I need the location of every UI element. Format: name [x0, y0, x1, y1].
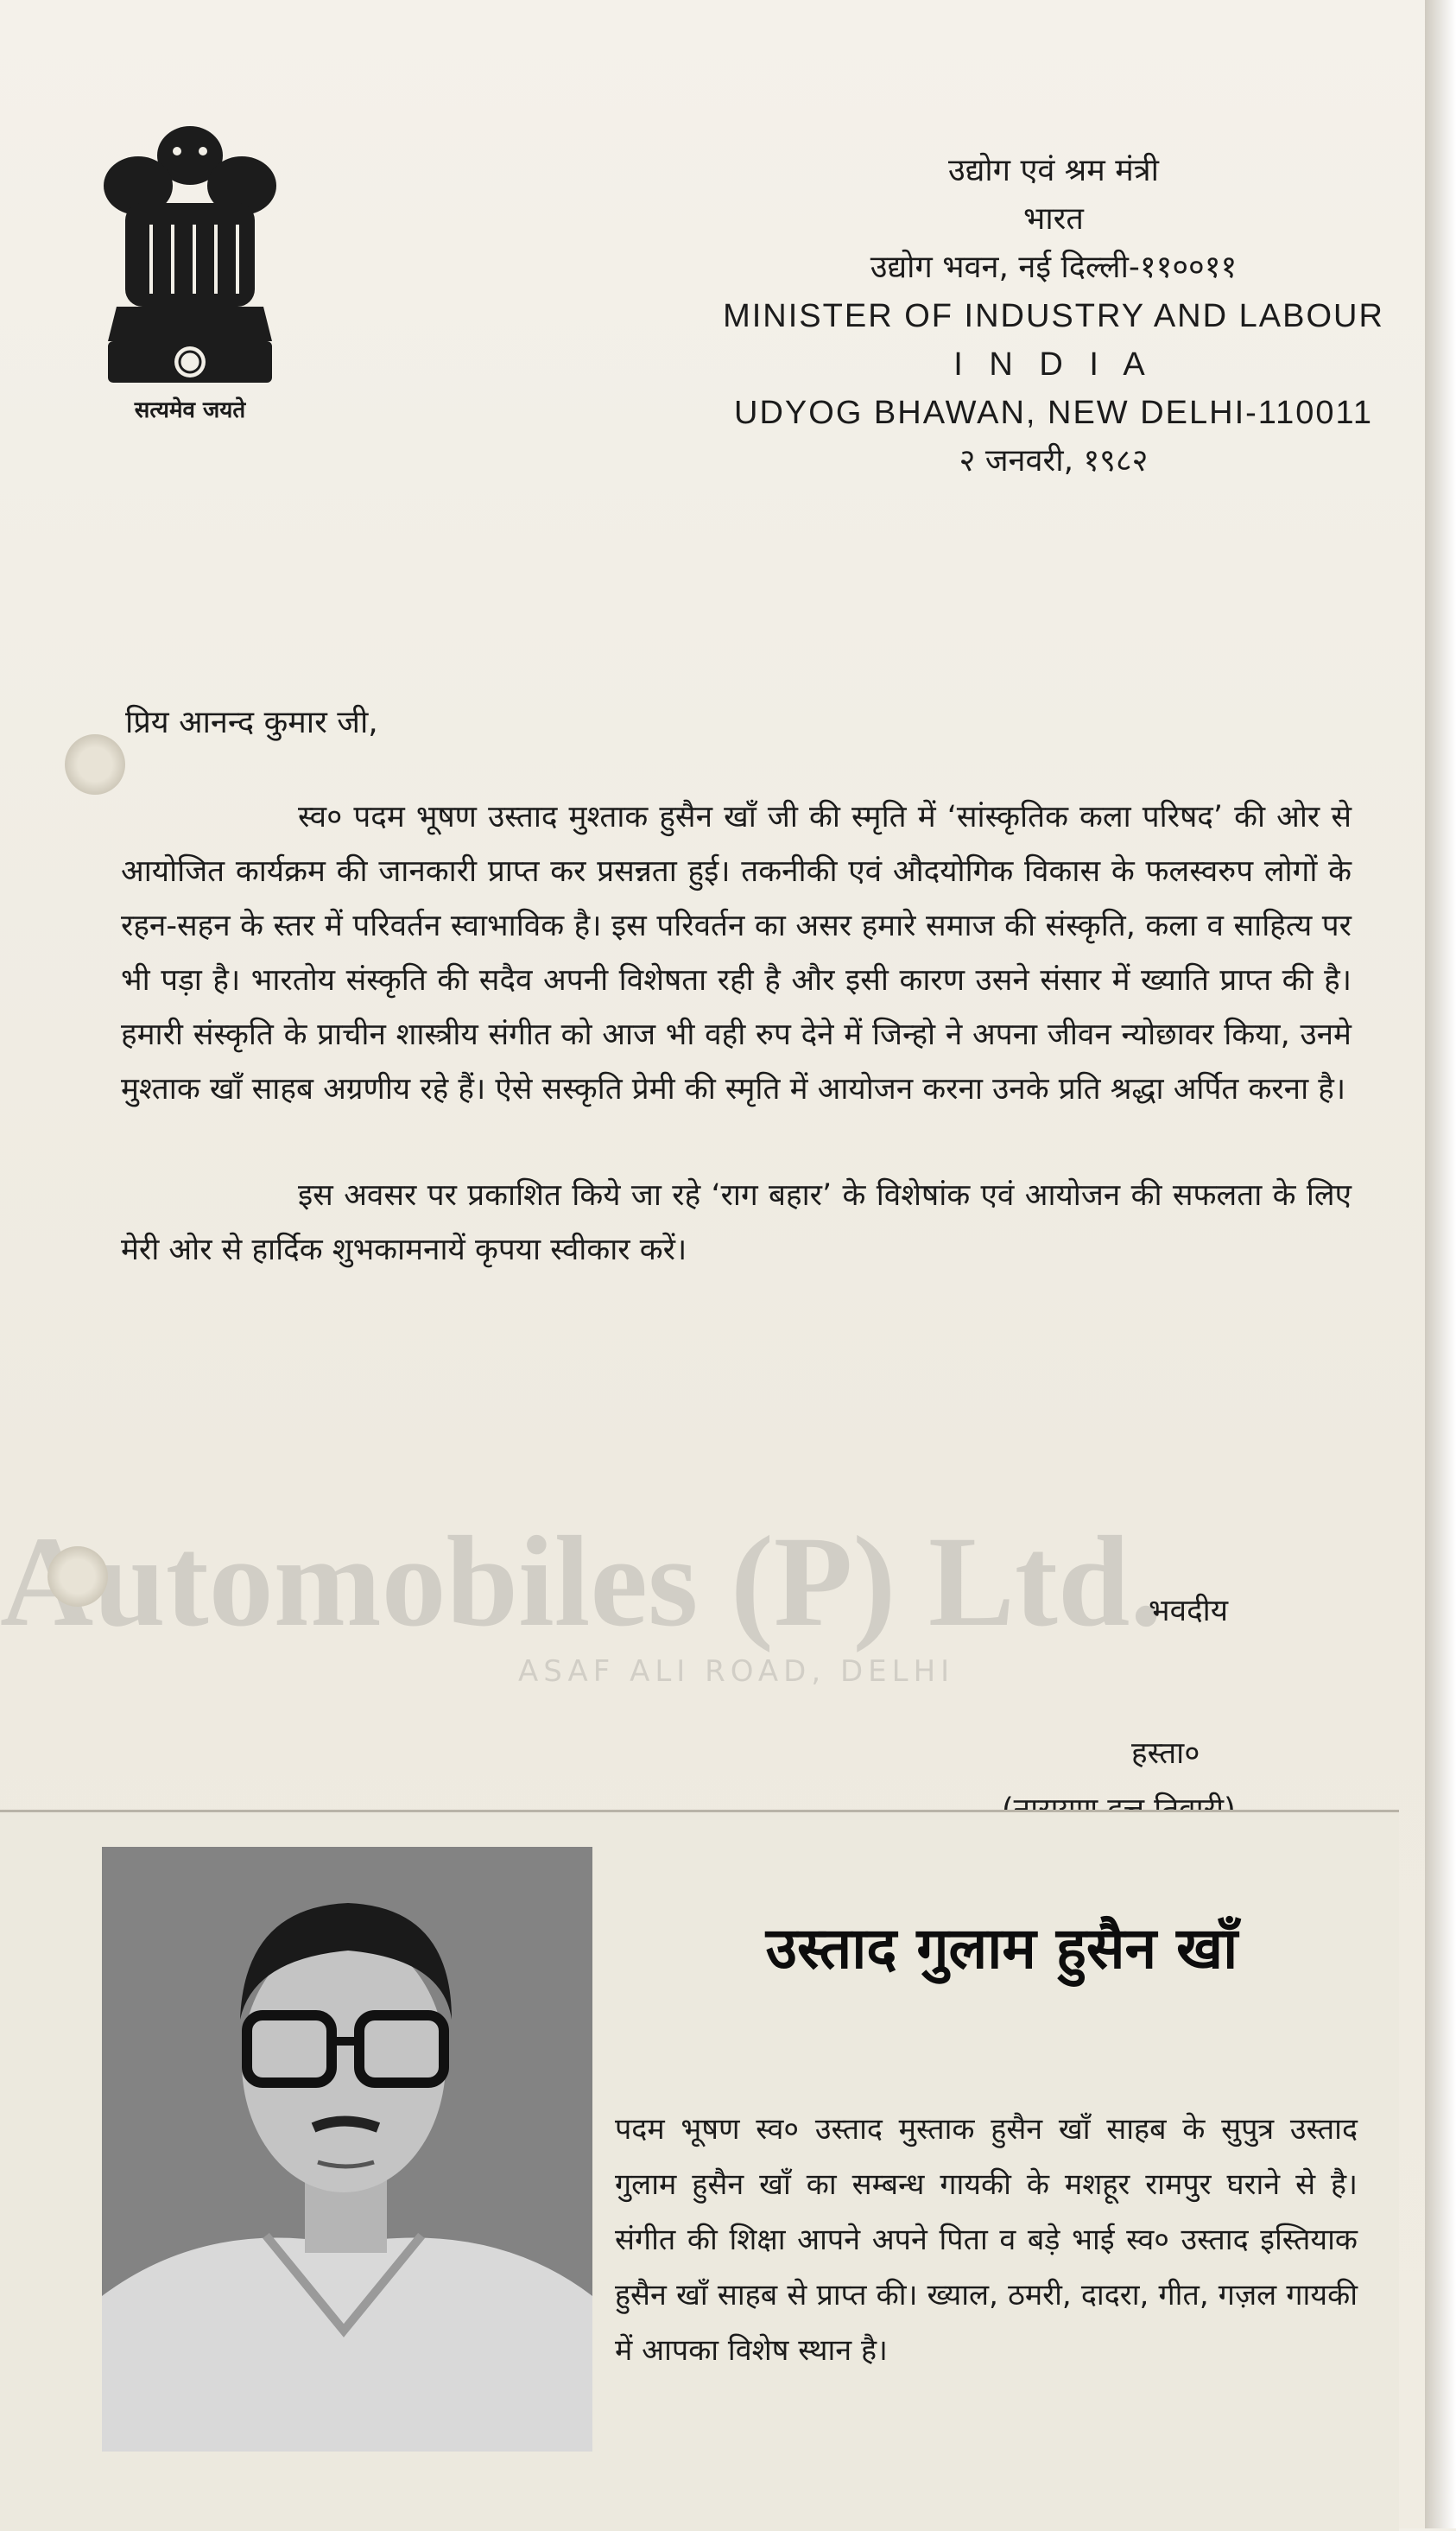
- english-address: UDYOG BHAWAN, NEW DELHI-110011: [734, 395, 1373, 431]
- ashoka-lion-capital-icon: [91, 99, 289, 428]
- clipping-title: उस्ताद गुलाम हुसैन खाँ: [765, 1915, 1238, 1982]
- english-designation: MINISTER OF INDUSTRY AND LABOUR: [723, 298, 1384, 334]
- hindi-designation: उद्योग एवं श्रम मंत्री: [948, 153, 1159, 188]
- letter-paragraph-2: इस अवसर पर प्रकाशित किये जा रहे ‘राग बहार’ के विशेषांक एवं आयोजन की सफलता के लिए मेरी ओर से हार्दिक शुभकामनायें कृपया स्वीकार करें।: [121, 1178, 1352, 1267]
- letterhead: [682, 147, 1425, 485]
- signature-note: हस्ता०: [1131, 1736, 1200, 1771]
- hindi-country: भारत: [1023, 201, 1084, 237]
- clipping-text: पदम भूषण स्व० उस्ताद मुस्ताक हुसैन खाँ साहब के सुपुत्र उस्ताद गुलाम हुसैन खाँ का सम्बन्ध गायकी के मशहूर रामपुर घराने से है। संगीत की शिक्षा आपने अपने पिता व बड़े भाई स्व० उस्ताद इस्तियाक हुसैन खाँ साहब से प्राप्त की। ख्याल, ठमरी, दादरा, गीत, गज़ल गायकी में आपका विशेष स्थान है।: [615, 2112, 1358, 2368]
- portrait-illustration: [102, 1847, 592, 2452]
- hindi-address: उद्योग भवन, नई दिल्ली-११००११: [870, 250, 1238, 285]
- letter-date: २ जनवरी, १९८२: [959, 443, 1149, 479]
- salutation: प्रिय आनन्द कुमार जी,: [125, 705, 378, 740]
- english-country: I N D I A: [953, 346, 1154, 383]
- closing: भवदीय: [1149, 1594, 1229, 1628]
- letter-paragraph-1: स्व० पदम भूषण उस्ताद मुश्ताक हुसैन खाँ जी की स्मृति में ‘सांस्कृतिक कला परिषद’ की ओर से आयोजित कार्यक्रम की जानकारी प्राप्त कर प्रसन्नता हुई। तकनीकी एवं औदयोगिक विकास के फलस्वरुप लोगों के रहन-सहन के स्तर में परिवर्तन स्वाभाविक है। इस परिवर्तन का असर हमारे समाज की संस्कृति, कला व साहित्य पर भी पड़ा है। भारतोय संस्कृति की सदैव अपनी विशेषता रही है और इसी कारण उसने संसार में ख्याति प्राप्त की है। हमारी संस्कृति के प्राचीन शास्त्रीय संगीत को आज भी वही रुप देने में जिन्हो ने अपना जीवन न्योछावर किया, उनमे मुश्ताक खाँ साहब अग्रणीय रहे हैं। ऐसे सस्कृति प्रेमी की स्मृति में आयोजन करना उनके प्रति श्रद्धा अर्पित करना है।: [121, 800, 1352, 1107]
- newspaper-clipping: [0, 1810, 1399, 2531]
- emblem-motto: सत्यमेव जयते: [134, 397, 246, 423]
- punch-hole-top: [65, 734, 125, 795]
- punch-hole-bottom: [47, 1546, 108, 1607]
- portrait-photo: [102, 1847, 592, 2452]
- letter-body: [121, 790, 1352, 1329]
- page-edge: [1425, 0, 1456, 2528]
